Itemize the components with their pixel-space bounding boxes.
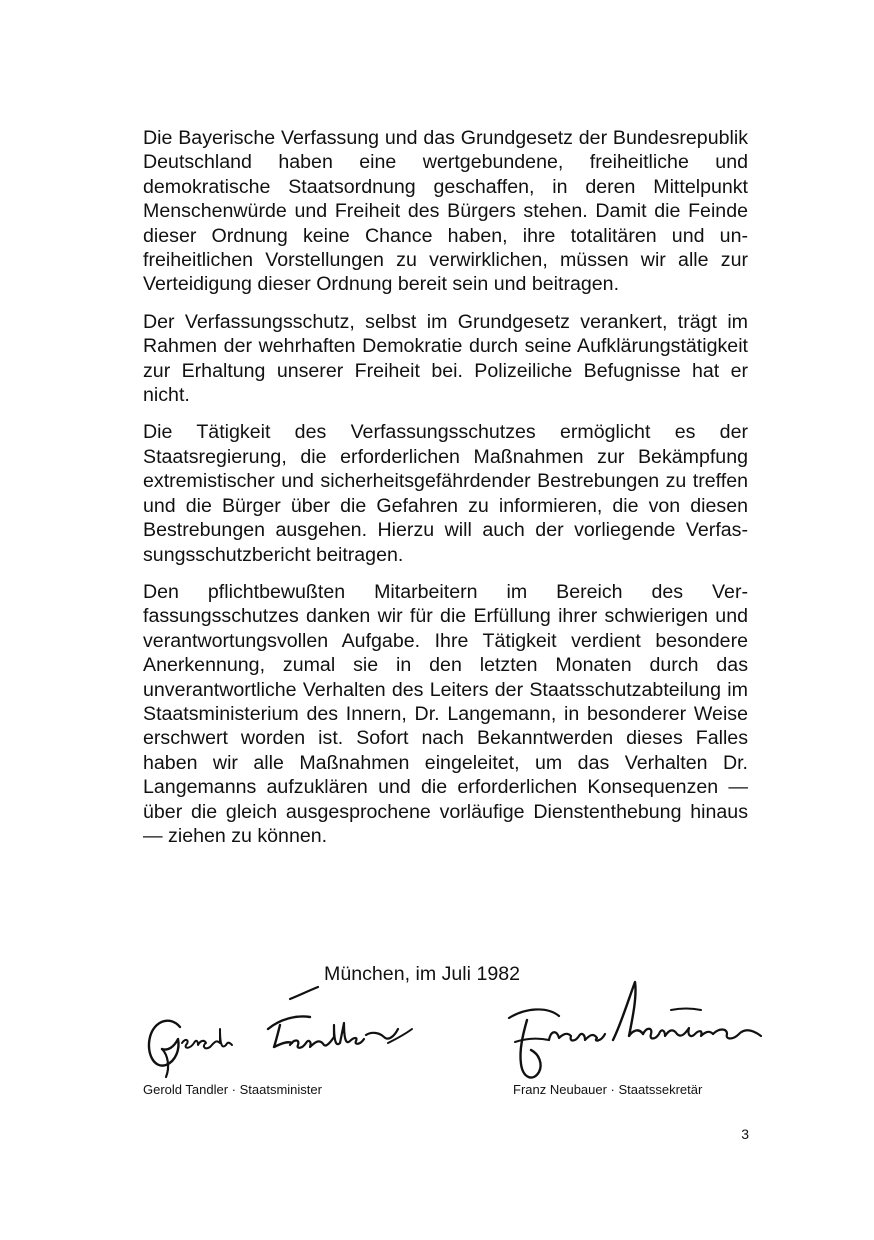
body-text [143, 126, 748, 848]
paragraph-1: Die Bayerische Verfassung und das Grundgesetz der Bundesrepublik Deutschland haben eine wertgebundene, freiheitliche und demokratische Staatsordnung geschaffen, in deren Mittelpunkt Menschenwürde und Freiheit des Bürgers stehen. Damit die Feinde dieser Ordnung keine Chance haben, ihre totalitären und unfreiheitlichen Vorstellungen zu verwirklichen, müssen wir alle zur Verteidigung dieser Ordnung bereit sein und beitragen. [143, 127, 748, 296]
signatory-left-caption: Gerold Tandler · Staatsminister [143, 1082, 322, 1097]
signature-franz-neubauer [505, 978, 765, 1088]
place-date: München, im Juli 1982 [324, 963, 521, 985]
signature-gerold-tandler [140, 985, 430, 1080]
paragraph-4: Den pflichtbewußten Mitarbeitern im Bereich des Verfassungsschutzes danken wir für die Erfüllung ihrer schwierigen und verantwortungsvollen Aufgabe. Ihre Tätigkeit verdient besondere Anerkennung, zumal sie in den letzten Monaten durch das unverantwortliche Verhalten des Leiters der Staatsschutzabteilung im Staatsministerium des Innern, Dr. Langemann, in besonderer Weise erschwert worden ist. Sofort nach Bekanntwerden dieses Falles haben wir alle Maßnahmen eingeleitet, um das Verhalten Dr. Langemanns aufzuklären und die erforderlichen Konsequenzen — über die gleich ausgesprochene vorläufige Dienstenthebung hinaus — ziehen zu können. [143, 580, 748, 847]
page-number: 3 [741, 1126, 749, 1142]
paragraph-2: Der Verfassungsschutz, selbst im Grundgesetz verankert, trägt im Rahmen der wehrhaften Demokratie durch seine Aufklärungstätigkeit zur Erhaltung unserer Freiheit bei. Polizeiliche Befugnisse hat er nicht. [143, 310, 748, 407]
signatory-right-caption: Franz Neubauer · Staatssekretär [513, 1082, 703, 1097]
paragraph-3: Die Tätigkeit des Verfassungsschutzes ermöglicht es der Staatsregierung, die erforderlichen Maßnahmen zur Bekämpfung extremistischer und sicherheitsgefährdender Bestrebungen zu treffen und die Bürger über die Gefahren zu informieren, die von diesen Bestrebungen ausgehen. Hierzu will auch der vorliegende Verfassungsschutzbericht beitragen. [143, 421, 748, 566]
